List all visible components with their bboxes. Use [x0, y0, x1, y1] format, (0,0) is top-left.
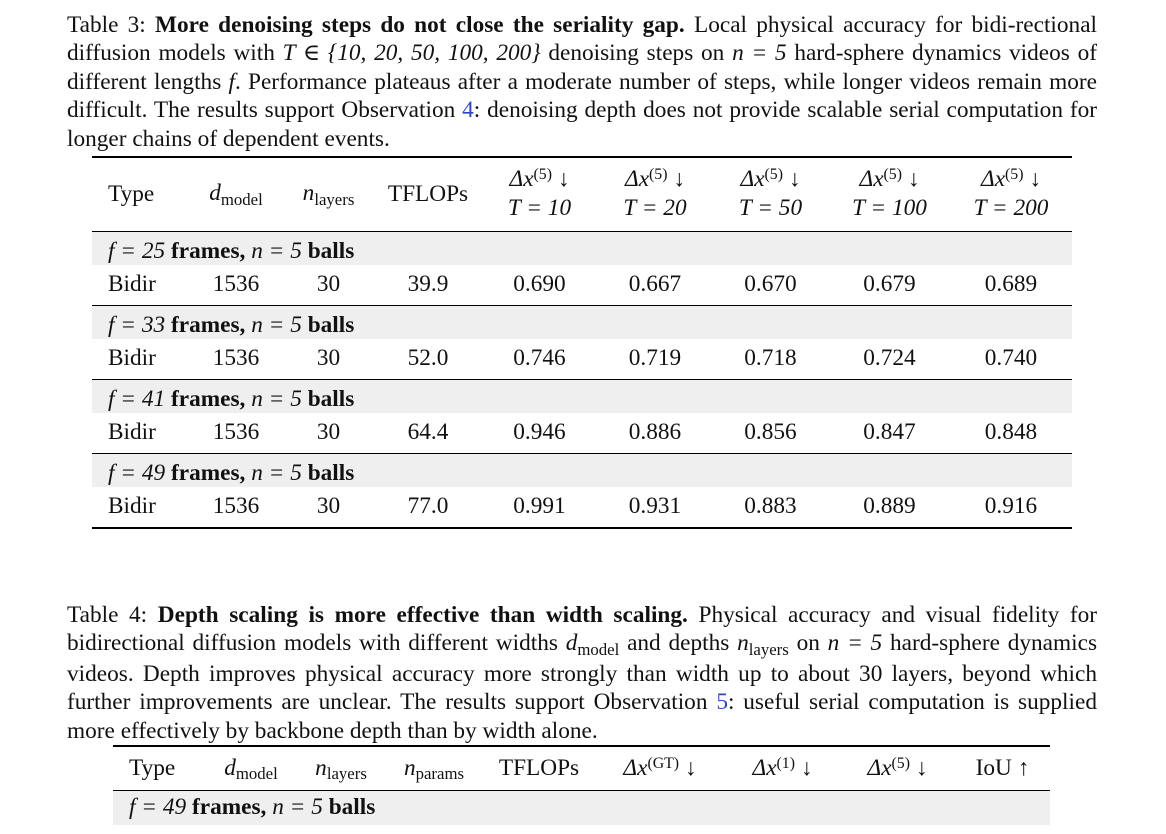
table3-caption-text-a: Local physical accuracy for bidi-rectional diffusion models with	[67, 12, 1098, 67]
col-n-params: $n_{params}$	[403, 754, 465, 784]
table4-header-row	[113, 746, 1050, 790]
col-iou: IoU ↑	[975, 754, 1030, 781]
col-tflops: TFLOPs	[498, 754, 580, 781]
table4-caption-text-a: Physical accuracy and visual fidelity for bidirectional diffusion models with different widths	[67, 602, 1098, 657]
col-delta-5: $\Delta x^{(5)}$ ↓	[867, 754, 928, 781]
table4-caption-text-c: on	[796, 630, 820, 657]
table3-caption-text-e: : denoising depth does not provide scalable serial computation for longer chains of dependent events.	[67, 97, 1097, 152]
table3-caption-f: f	[228, 68, 235, 95]
col-n-layers: $n_{layers}$	[315, 754, 367, 784]
col-delta-t200: $\Delta x^{(5)}$ ↓ T = 200	[973, 166, 1049, 222]
table4-caption	[67, 601, 1097, 745]
col-delta-t100: $\Delta x^{(5)}$ ↓ T = 100	[852, 166, 927, 222]
table3-caption-text-b: denoising steps on	[548, 40, 725, 67]
group-header-f49: f = 49 frames, n = 5 balls	[92, 453, 1072, 487]
table3-caption	[67, 11, 1097, 153]
col-delta-t50: $\Delta x^{(5)}$ ↓ T = 50	[738, 166, 803, 222]
table4-caption-n: n = 5	[827, 630, 883, 657]
table-row: Bidir 1536 30 77.0 0.991 0.931 0.883 0.889 0.916	[108, 493, 1038, 519]
table4	[113, 745, 1050, 825]
col-tflops: TFLOPs	[387, 180, 469, 207]
table4-caption-text-e: : useful serial computation is supplied more effectively by backbone depth than by width alone.	[67, 689, 1097, 744]
table-row: Bidir 1536 30 64.4 0.946 0.886 0.856 0.847 0.848	[92, 413, 1072, 454]
table4-caption-n-layers: $n_{layers}$	[737, 630, 789, 660]
table3-label: Table 3:	[67, 12, 146, 38]
col-d-model: $d_{model}$	[209, 180, 263, 209]
table3-header-row	[92, 157, 1072, 231]
group-header-f49: f = 49 frames, n = 5 balls	[113, 790, 1050, 825]
observation-5-link[interactable]: 5	[716, 689, 728, 716]
col-delta-t10: $\Delta x^{(5)}$ ↓ T = 10	[507, 166, 572, 222]
group-header-f33: f = 33 frames, n = 5 balls	[92, 305, 1072, 339]
table4-caption-text-b: and depths	[627, 630, 730, 657]
table-row: Bidir 1536 30 39.9 0.690 0.667 0.670 0.679 0.689	[92, 265, 1072, 306]
table3-caption-text-c: hard-sphere dynamics videos of different lengths	[67, 40, 1098, 95]
group-header-f41: f = 41 frames, n = 5 balls	[92, 379, 1072, 413]
col-type: Type	[108, 180, 155, 207]
table4-label: Table 4:	[67, 602, 148, 628]
table3-title: More denoising steps do not close the seriality gap.	[155, 12, 685, 38]
table-row: Bidir 1536 30 52.0 0.746 0.719 0.718 0.724 0.740	[92, 339, 1072, 380]
col-delta-1: $\Delta x^{(1)}$ ↓	[752, 754, 813, 781]
table4-title: Depth scaling is more effective than width scaling.	[157, 602, 688, 628]
observation-4-link[interactable]: 4	[462, 97, 474, 124]
group-header-f25: f = 25 frames, n = 5 balls	[92, 231, 1072, 265]
col-delta-t20: $\Delta x^{(5)}$ ↓ T = 20	[623, 166, 687, 222]
col-n-layers: $n_{layers}$	[302, 180, 355, 209]
table3	[92, 156, 1072, 529]
table3-caption-step-set: T ∈ {10, 20, 50, 100, 200}	[282, 40, 541, 67]
table3-caption-text-d: . Performance plateaus after a moderate number of steps, while longer videos remain more difficult. The results support Observation	[67, 68, 1097, 124]
col-delta-gt: $\Delta x^{(GT)}$ ↓	[623, 754, 697, 781]
col-type: Type	[129, 754, 176, 781]
table4-caption-text-d: hard-sphere dynamics videos. Depth improves physical accuracy more strongly than width up to about 30 layers, beyond which further improvements are unclear. The results support Observation	[67, 630, 1098, 716]
table4-caption-d-model: $d_{model}$	[565, 630, 620, 660]
col-d-model: $d_{model}$	[224, 754, 278, 784]
table3-caption-n: n = 5	[732, 40, 787, 67]
